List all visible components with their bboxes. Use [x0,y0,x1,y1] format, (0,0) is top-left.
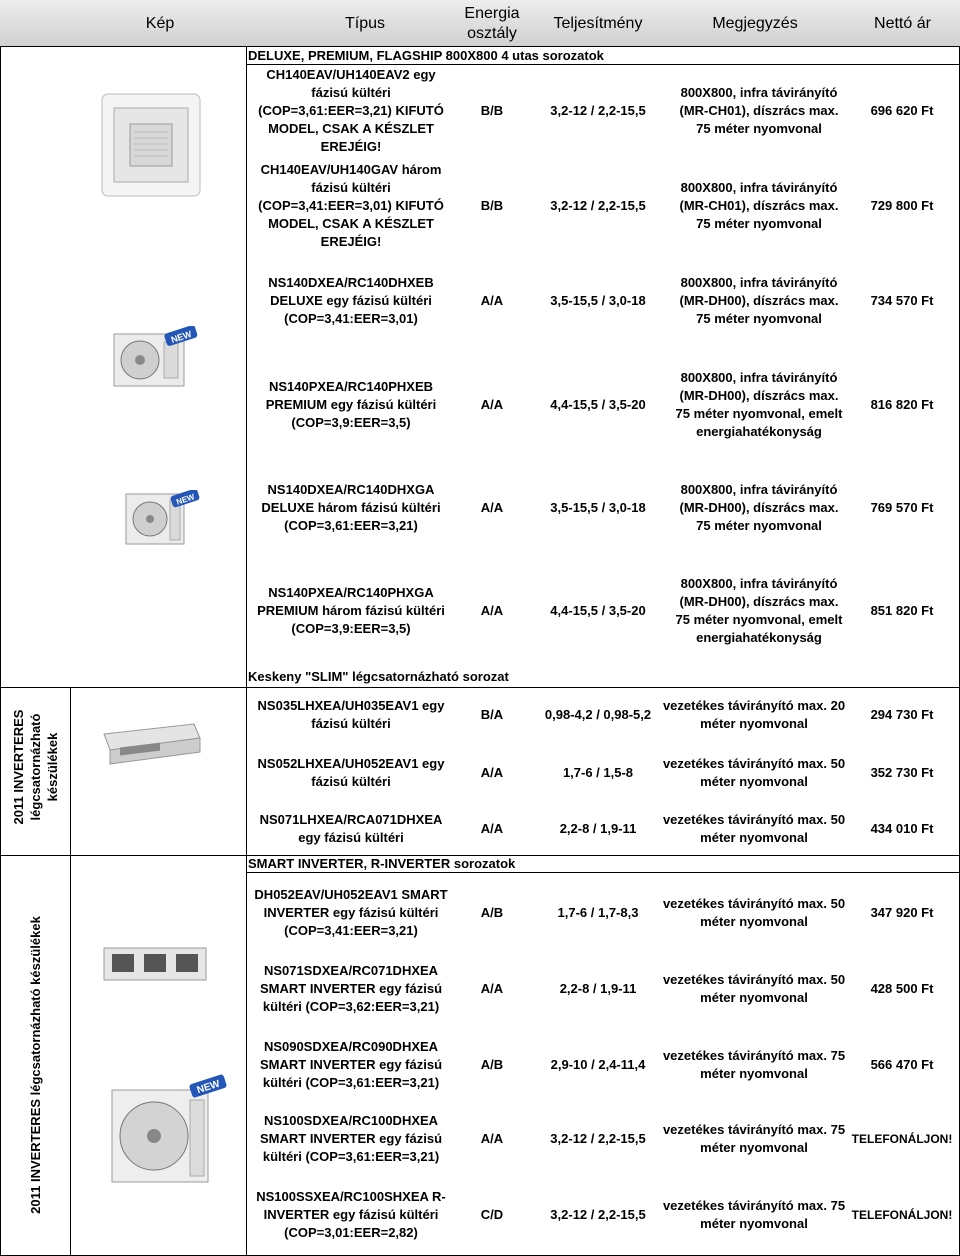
side-label-smart: 2011 INVERTERES légcsatornázható készülékek [27,916,43,1214]
row-4-type: NS140PXEA/RC140PHXEB PREMIUM egy fázisú kültéri (COP=3,9:EER=3,5) [265,379,437,430]
row-5-note: 800X800, infra távirányító (MR-DH00), díszrács max. 75 méter nyomvonal [679,482,839,533]
row-11-type: NS071SDXEA/RC071DHXEA SMART INVERTER egy fázisú kültéri (COP=3,62:EER=3,21) [259,963,443,1014]
row-12-price: 566 470 Ft [870,1057,934,1072]
row-14-perf: 3,2-12 / 2,2-15,5 [550,1207,646,1222]
row-5-type: NS140DXEA/RC140DHXGA DELUXE három fázisú kültéri (COP=3,61:EER=3,21) [261,482,441,533]
row-1-type: CH140EAV/UH140EAV2 egy fázisú kültéri (COP=3,61:EER=3,21) KIFUTÓ MODEL, CSAK A KÉSZLET EREJÉIG! [258,67,444,154]
row-14-energy: C/D [480,1207,504,1222]
new-badge-text: NEW [195,1078,222,1097]
row-3-note: 800X800, infra távirányító (MR-DH00), díszrács max. 75 méter nyomvonal [679,275,839,326]
header-megjegyzes: Megjegyzés [712,15,798,32]
row-10-price: 347 920 Ft [870,905,934,920]
row-2-perf: 3,2-12 / 2,2-15,5 [550,198,646,213]
row-13-price: TELEFONÁLJON! [851,1132,953,1146]
row-1-energy: B/B [480,103,504,118]
section-title-smart: SMART INVERTER, R-INVERTER sorozatok [248,856,516,871]
row-2-energy: B/B [480,198,504,213]
row-1-note: 800X800, infra távirányító (MR-CH01), díszrács max. 75 méter nyomvonal [679,85,839,136]
row-9-type: NS071LHXEA/RCA071DHXEA egy fázisú kültéri [259,812,443,845]
row-3-energy: A/A [480,293,504,308]
row-9-energy: A/A [480,821,504,836]
row-6-note: 800X800, infra távirányító (MR-DH00), díszrács max. 75 méter nyomvonal, emelt energiahatékonyság [675,576,843,645]
row-7-type: NS035LHXEA/UH035EAV1 egy fázisú kültéri [257,698,445,731]
row-8-note: vezetékes távirányító max. 50 méter nyomvonal [662,756,846,789]
row-10-perf: 1,7-6 / 1,7-8,3 [557,905,639,920]
section-title-4utas: DELUXE, PREMIUM, FLAGSHIP 800X800 4 utas sorozatok [248,48,604,63]
header-tipus: Típus [344,15,385,32]
row-3-price: 734 570 Ft [870,293,934,308]
row-13-type: NS100SDXEA/RC100DHXEA SMART INVERTER egy fázisú kültéri (COP=3,61:EER=3,21) [259,1113,443,1164]
slim-duct-unit-image [100,720,204,766]
row-12-type: NS090SDXEA/RC090DHXEA SMART INVERTER egy fázisú kültéri (COP=3,61:EER=3,21) [259,1039,443,1090]
cassette-unit-image [100,92,202,198]
row-11-energy: A/A [480,981,504,996]
header-kep: Kép [145,15,175,32]
row-6-price: 851 820 Ft [870,603,934,618]
new-badge-icon [188,1074,228,1098]
row-6-energy: A/A [480,603,504,618]
row-10-note: vezetékes távirányító max. 50 méter nyomvonal [662,896,846,929]
table-header [0,0,960,47]
row-8-perf: 1,7-6 / 1,5-8 [562,765,634,780]
header-netto-ar: Nettó ár [874,15,931,32]
row-1-price: 696 620 Ft [870,103,934,118]
row-13-energy: A/A [480,1131,504,1146]
row-4-price: 816 820 Ft [870,397,934,412]
grid-line [0,687,960,688]
section-title-slim: Keskeny "SLIM" légcsatornázható sorozat [248,669,509,684]
row-9-note: vezetékes távirányító max. 50 méter nyomvonal [662,812,846,845]
row-2-note: 800X800, infra távirányító (MR-CH01), díszrács max. 75 méter nyomvonal [679,180,839,231]
row-7-price: 294 730 Ft [870,707,934,722]
row-10-type: DH052EAV/UH052EAV1 SMART INVERTER egy fázisú kültéri (COP=3,41:EER=3,21) [254,887,448,938]
row-14-type: NS100SSXEA/RC100SHXEA R-INVERTER egy fázisú kültéri (COP=3,01:EER=2,82) [256,1189,446,1240]
row-6-type: NS140PXEA/RC140PHXGA PREMIUM három fázisú kültéri (COP=3,9:EER=3,5) [257,585,445,636]
row-14-price: TELEFONÁLJON! [851,1208,953,1222]
new-badge-text: NEW [175,492,196,507]
row-9-price: 434 010 Ft [870,821,934,836]
row-3-perf: 3,5-15,5 / 3,0-18 [550,293,646,308]
new-badge-icon [164,326,198,346]
grid-line [70,687,71,1256]
row-13-perf: 3,2-12 / 2,2-15,5 [550,1131,646,1146]
row-5-perf: 3,5-15,5 / 3,0-18 [550,500,646,515]
duct-unit-image [100,942,210,984]
grid-line [0,855,960,856]
row-4-perf: 4,4-15,5 / 3,5-20 [550,397,646,412]
row-12-energy: A/B [480,1057,504,1072]
side-label-slim: 2011 INVERTERES légcsatornázható készülékek [10,709,60,825]
header-teljesitmeny: Teljesítmény [553,15,643,32]
row-3-type: NS140DXEA/RC140DHXEB DELUXE egy fázisú kültéri (COP=3,41:EER=3,01) [268,275,434,326]
header-energia: Energia osztály [464,5,520,42]
new-badge-text: NEW [169,328,193,345]
row-11-price: 428 500 Ft [870,981,934,996]
row-2-price: 729 800 Ft [870,198,934,213]
row-4-energy: A/A [480,397,504,412]
row-12-perf: 2,9-10 / 2,4-11,4 [550,1057,646,1072]
row-8-energy: A/A [480,765,504,780]
row-5-energy: A/A [480,500,504,515]
row-4-note: 800X800, infra távirányító (MR-DH00), díszrács max. 75 méter nyomvonal, emelt energiahatékonyság [675,370,843,439]
grid-line [246,46,247,1256]
row-14-note: vezetékes távirányító max. 75 méter nyomvonal [662,1198,846,1231]
grid-line [246,64,960,65]
row-10-energy: A/B [480,905,504,920]
row-8-price: 352 730 Ft [870,765,934,780]
row-11-perf: 2,2-8 / 1,9-11 [559,981,637,996]
row-7-note: vezetékes távirányító max. 20 méter nyomvonal [662,698,846,731]
grid-line [246,872,960,873]
row-12-note: vezetékes távirányító max. 75 méter nyomvonal [662,1048,846,1081]
row-9-perf: 2,2-8 / 1,9-11 [559,821,637,836]
row-7-perf: 0,98-4,2 / 0,98-5,2 [544,707,652,722]
row-7-energy: B/A [480,707,504,722]
new-badge-icon [170,490,200,508]
row-2-type: CH140EAV/UH140GAV három fázisú kültéri (COP=3,41:EER=3,01) KIFUTÓ MODEL, CSAK A KÉSZLET EREJÉIG! [258,162,444,249]
row-1-perf: 3,2-12 / 2,2-15,5 [550,103,646,118]
row-11-note: vezetékes távirányító max. 50 méter nyomvonal [662,972,846,1005]
row-8-type: NS052LHXEA/UH052EAV1 egy fázisú kültéri [257,756,445,789]
row-13-note: vezetékes távirányító max. 75 méter nyomvonal [662,1122,846,1155]
row-6-perf: 4,4-15,5 / 3,5-20 [550,603,646,618]
row-5-price: 769 570 Ft [870,500,934,515]
